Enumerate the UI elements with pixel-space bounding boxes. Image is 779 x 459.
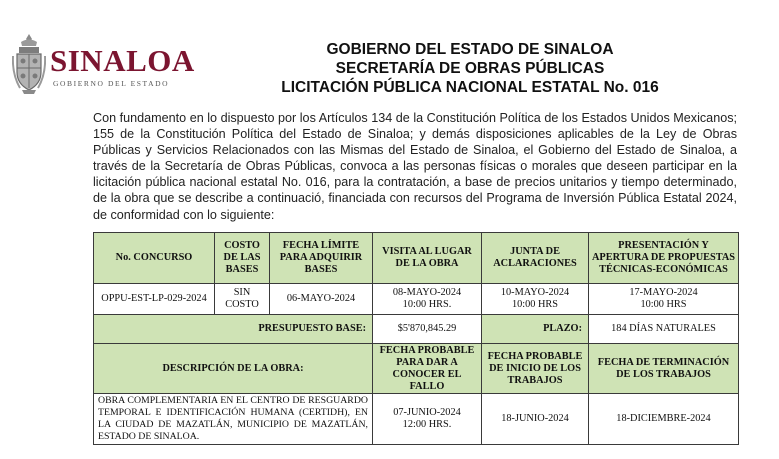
header-inicio: FECHA PROBABLE DE INICIO DE LOS TRABAJOS: [482, 344, 589, 394]
header-presentacion: PRESENTACIÓN Y APERTURA DE PROPUESTAS TÉCNICAS-ECONÓMICAS: [589, 233, 739, 284]
cell-fecha-limite: 06-MAYO-2024: [270, 284, 373, 315]
budget-value: $5'870,845.29: [373, 315, 482, 344]
document-header: [210, 40, 730, 97]
fallo-time: 12:00 HRS.: [402, 419, 452, 430]
intro-paragraph: Con fundamento en lo dispuesto por los Artículos 134 de la Constitución Política de los Estados Unidos Mexicanos; 155 de la Constitución Política del Estado de Sinaloa; y demás disposiciones aplicables de la Ley de Obras Públicas y Servicios Relacionados con las Mismas del Estado de Sinaloa, el Gobierno del Estado de Sinaloa, a través de la Secretaría de Obras Públicas, convoca a las personas físicas o morales que deseen participar en la licitación pública nacional estatal No. 016, para la contratación, a base de precios unitarios y tiempo determinado, de la obra que se describe a continuació, financiada con recursos del Programa de Inversión Pública Estatal 2024, de conformidad con lo siguiente:: [93, 111, 737, 222]
header-government: GOBIERNO DEL ESTADO DE SINALOA: [326, 41, 614, 58]
cell-visita: [373, 284, 482, 315]
state-crest-icon: [12, 32, 46, 96]
presentacion-date: 17-MAYO-2024: [629, 287, 698, 298]
cell-fallo: [373, 394, 482, 445]
visita-date: 08-MAYO-2024: [392, 287, 462, 298]
header-visita: VISITA AL LUGAR DE LA OBRA: [373, 233, 482, 284]
header-fecha-limite: FECHA LÍMITE PARA ADQUIRIR BASES: [270, 233, 373, 284]
header-junta: JUNTA DE ACLARACIONES: [482, 233, 589, 284]
header-secretariat: SECRETARÍA DE OBRAS PÚBLICAS: [335, 60, 605, 77]
table-header-row: [94, 233, 739, 284]
plazo-label: PLAZO:: [482, 315, 589, 344]
table-row: [94, 284, 739, 315]
description-header-row: [94, 344, 739, 394]
cell-junta: [482, 284, 589, 315]
cell-costo: SIN COSTO: [215, 284, 270, 315]
visita-time: 10:00 HRS.: [402, 299, 452, 310]
cell-terminacion: 18-DICIEMBRE-2024: [589, 394, 739, 445]
logo-subtitle: GOBIERNO DEL ESTADO: [53, 79, 170, 88]
budget-row: [94, 315, 739, 344]
description-row: [94, 394, 739, 445]
junta-time: 10:00 HRS: [511, 299, 559, 310]
header-descripcion: DESCRIPCIÓN DE LA OBRA:: [94, 344, 373, 394]
fallo-date: 07-JUNIO-2024: [393, 407, 461, 418]
tender-table: [93, 232, 739, 445]
header-tender-title: LICITACIÓN PÚBLICA NACIONAL ESTATAL No. 016: [281, 79, 659, 96]
header-fallo: FECHA PROBABLE PARA DAR A CONOCER EL FALLO: [373, 344, 482, 394]
logo-wordmark: SINALOA: [50, 43, 195, 78]
junta-date: 10-MAYO-2024: [500, 287, 570, 298]
cell-concurso: OPPU-EST-LP-029-2024: [94, 284, 215, 315]
presentacion-time: 10:00 HRS: [640, 299, 687, 310]
header-terminacion: FECHA DE TERMINACIÓN DE LOS TRABAJOS: [589, 344, 739, 394]
cell-presentacion: [589, 284, 739, 315]
header-costo: COSTO DE LAS BASES: [215, 233, 270, 284]
cell-descripcion: OBRA COMPLEMENTARIA EN EL CENTRO DE RESGUARDO TEMPORAL E IDENTIFICACIÓN HUMANA (CERTIDH), EN LA CIUDAD DE MAZATLÁN, MUNICIPIO DE MAZATLÁN, ESTADO DE SINALOA.: [94, 394, 373, 445]
sinaloa-logo: [10, 32, 195, 96]
cell-inicio: 18-JUNIO-2024: [482, 394, 589, 445]
plazo-value: 184 DÍAS NATURALES: [589, 315, 739, 344]
budget-label: PRESUPUESTO BASE:: [94, 315, 373, 344]
header-concurso: No. CONCURSO: [94, 233, 215, 284]
